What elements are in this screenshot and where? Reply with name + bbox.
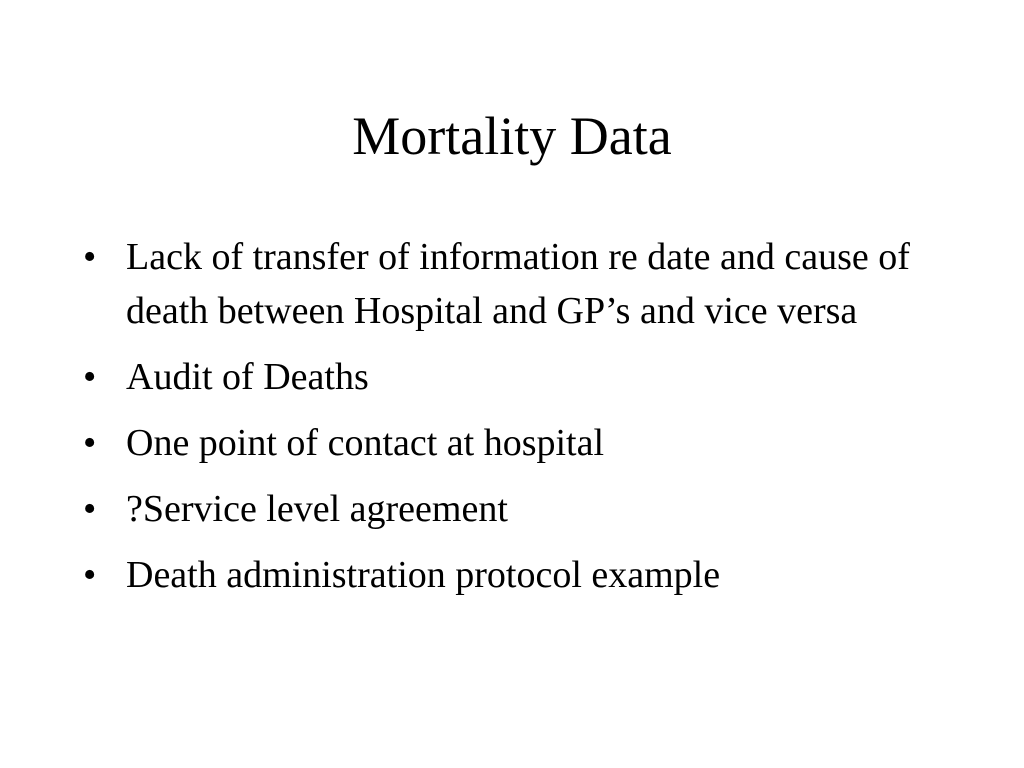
bullet-dot-icon: • [83, 356, 97, 398]
bullet-text: Death administration protocol example [126, 554, 721, 596]
bullet-item [83, 350, 943, 404]
bullet-text: One point of contact at hospital [126, 422, 605, 464]
bullet-list [83, 230, 943, 614]
bullet-dot-icon: • [83, 236, 97, 278]
bullet-item [83, 416, 943, 470]
bullet-item [83, 548, 943, 602]
bullet-dot-icon: • [83, 554, 97, 596]
bullet-text: ?Service level agreement [126, 488, 508, 530]
bullet-text: Lack of transfer of information re date and cause of death between Hospital and GP’s and vice versa [126, 236, 910, 332]
bullet-item [83, 482, 943, 536]
bullet-item [83, 230, 943, 338]
bullet-dot-icon: • [83, 488, 97, 530]
bullet-dot-icon: • [83, 422, 97, 464]
bullet-text: Audit of Deaths [126, 356, 369, 398]
slide-title: Mortality Data [352, 106, 672, 166]
